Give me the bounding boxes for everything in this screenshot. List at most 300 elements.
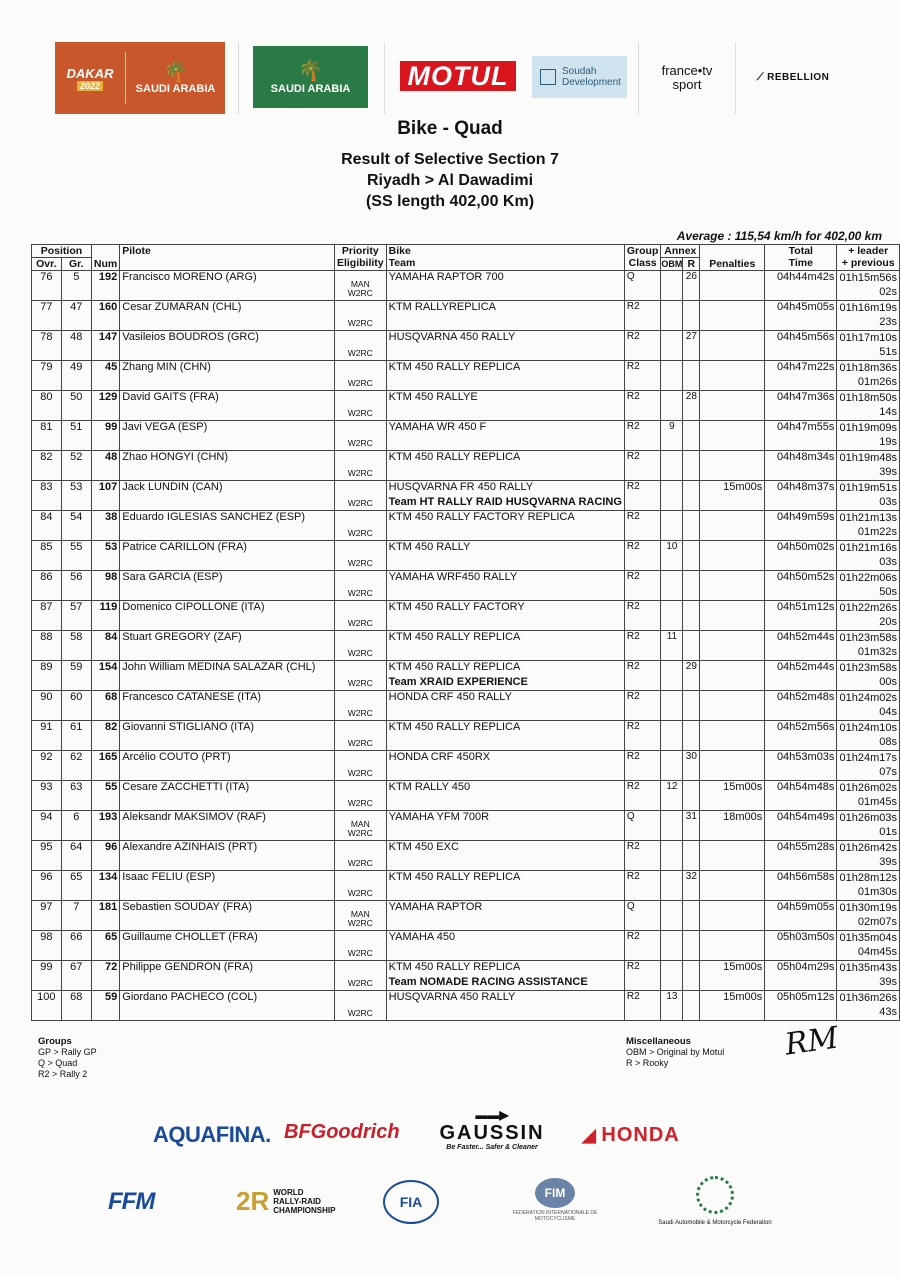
bike-name: KTM 450 RALLY REPLICA [388, 361, 521, 373]
ovr-cell: 85 [32, 541, 62, 571]
leader-previous-cell [837, 871, 900, 901]
penalties-cell [700, 391, 765, 421]
aquafina-logo: AQUAFINA. [153, 1122, 271, 1147]
samf-logo [650, 1176, 780, 1226]
bike-name: HONDA CRF 450 RALLY [388, 691, 512, 703]
eligibility-cell [334, 811, 386, 841]
bike-team-cell [386, 901, 624, 931]
gaussin-icon: ▬▬▶ [475, 1108, 509, 1122]
header-penalties: Penalties [700, 245, 765, 271]
num-cell: 55 [91, 781, 119, 811]
pilote-cell: Alexandre AZINHAIS (PRT) [120, 841, 335, 871]
ovr-cell: 90 [32, 691, 62, 721]
header-pilote: Pilote [120, 245, 335, 271]
previous-gap: 43s [879, 1006, 897, 1018]
leader-gap: 01h19m09s [839, 422, 897, 434]
gaussin-label: GAUSSIN [439, 1122, 545, 1144]
header-group-1: Group [626, 245, 659, 257]
class-cell: R2 [624, 931, 661, 961]
gr-cell: 66 [61, 931, 91, 961]
obm-cell [661, 961, 683, 991]
eligibility-2: W2RC [347, 288, 373, 298]
leader-gap: 01h26m42s [839, 842, 897, 854]
results-table [31, 244, 900, 1021]
ovr-cell: 92 [32, 751, 62, 781]
previous-gap: 39s [879, 856, 897, 868]
class-cell: R2 [624, 541, 661, 571]
rooky-cell [683, 781, 700, 811]
total-time-cell: 04h48m37s [765, 481, 837, 511]
bike-name: KTM 450 RALLY REPLICA [388, 721, 521, 733]
pilote-cell: Isaac FELIU (ESP) [120, 871, 335, 901]
penalties-cell [700, 571, 765, 601]
table-row [32, 631, 900, 661]
leader-previous-cell [837, 691, 900, 721]
previous-gap: 02m07s [857, 916, 897, 928]
previous-gap: 03s [879, 496, 897, 508]
eligibility-2: W2RC [347, 768, 373, 778]
ovr-cell: 94 [32, 811, 62, 841]
honda-label: HONDA [601, 1124, 680, 1146]
rebellion-icon: ⟋ [756, 71, 765, 83]
eligibility-cell [334, 751, 386, 781]
class-cell: R2 [624, 511, 661, 541]
num-cell: 181 [91, 901, 119, 931]
gr-cell: 57 [61, 601, 91, 631]
gr-cell: 63 [61, 781, 91, 811]
eligibility-cell [334, 931, 386, 961]
obm-cell [661, 871, 683, 901]
total-time-cell: 04h52m48s [765, 691, 837, 721]
ovr-cell: 81 [32, 421, 62, 451]
gr-cell: 53 [61, 481, 91, 511]
rooky-cell [683, 361, 700, 391]
bike-team-cell [386, 721, 624, 751]
penalties-cell: 15m00s [700, 991, 765, 1021]
penalties-cell [700, 841, 765, 871]
eligibility-cell [334, 511, 386, 541]
gr-cell: 64 [61, 841, 91, 871]
misc-item: R > Rooky [626, 1058, 669, 1068]
obm-cell [661, 931, 683, 961]
bike-team-cell [386, 511, 624, 541]
gr-cell: 49 [61, 361, 91, 391]
num-cell: 129 [91, 391, 119, 421]
bike-team-cell [386, 601, 624, 631]
rooky-cell [683, 841, 700, 871]
rooky-cell [683, 991, 700, 1021]
eligibility-cell [334, 901, 386, 931]
penalties-cell [700, 451, 765, 481]
eligibility-cell [334, 571, 386, 601]
gr-cell: 7 [61, 901, 91, 931]
table-row [32, 571, 900, 601]
leader-previous-cell [837, 451, 900, 481]
num-cell: 98 [91, 571, 119, 601]
previous-gap: 14s [879, 406, 897, 418]
class-cell: R2 [624, 601, 661, 631]
eligibility-2: W2RC [347, 498, 373, 508]
eligibility-2: W2RC [347, 348, 373, 358]
w2rc-mid: RALLY-RAID [273, 1197, 321, 1206]
ovr-cell: 97 [32, 901, 62, 931]
fim-emblem: FIM [535, 1178, 575, 1208]
signature: RM [782, 1020, 841, 1063]
honda-logo [582, 1124, 680, 1147]
rooky-cell [683, 631, 700, 661]
leader-previous-cell [837, 661, 900, 691]
dakar-year: 2022 [77, 81, 103, 91]
header-annex: Annex [661, 245, 700, 258]
gaussin-tagline: Be Faster... Safer & Cleaner [446, 1144, 538, 1151]
leader-gap: 01h26m02s [839, 782, 897, 794]
eligibility-2: W2RC [347, 588, 373, 598]
ovr-cell: 95 [32, 841, 62, 871]
header-obm: OBM [661, 259, 683, 269]
class-cell: R2 [624, 391, 661, 421]
total-time-cell: 04h47m22s [765, 361, 837, 391]
leader-previous-cell [837, 571, 900, 601]
fia-logo: FIA [383, 1180, 439, 1224]
table-row [32, 331, 900, 361]
bike-name: KTM 450 RALLY [388, 541, 471, 553]
leader-previous-cell [837, 271, 900, 301]
total-time-cell: 05h05m12s [765, 991, 837, 1021]
num-cell: 48 [91, 451, 119, 481]
rooky-cell: 29 [683, 661, 700, 691]
previous-gap: 50s [879, 586, 897, 598]
leader-previous-cell [837, 841, 900, 871]
eligibility-2: W2RC [347, 528, 373, 538]
bike-name: KTM RALLYREPLICA [388, 301, 497, 313]
eligibility-2: W2RC [347, 318, 373, 328]
pilote-cell: Eduardo IGLESIAS SANCHEZ (ESP) [120, 511, 335, 541]
header-total-2: Time [788, 257, 813, 269]
leader-gap: 01h22m26s [839, 602, 897, 614]
table-row [32, 691, 900, 721]
class-cell: R2 [624, 631, 661, 661]
rooky-cell [683, 691, 700, 721]
bike-team-cell [386, 691, 624, 721]
eligibility-cell [334, 391, 386, 421]
obm-cell [661, 901, 683, 931]
ovr-cell: 86 [32, 571, 62, 601]
pilote-cell: Giovanni STIGLIANO (ITA) [120, 721, 335, 751]
header-num: Num [91, 245, 119, 271]
obm-cell [661, 841, 683, 871]
gr-cell: 61 [61, 721, 91, 751]
num-cell: 154 [91, 661, 119, 691]
total-time-cell: 04h50m02s [765, 541, 837, 571]
bike-name: YAMAHA WR 450 F [388, 421, 487, 433]
total-time-cell: 04h52m44s [765, 631, 837, 661]
obm-cell [661, 511, 683, 541]
eligibility-cell [334, 601, 386, 631]
rooky-cell [683, 961, 700, 991]
previous-gap: 04s [879, 706, 897, 718]
team-name: Team HT RALLY RAID HUSQVARNA RACING [388, 496, 622, 508]
class-cell: Q [624, 271, 661, 301]
groups-item: GP > Rally GP [38, 1047, 97, 1057]
eligibility-2: W2RC [347, 828, 373, 838]
bike-team-cell [386, 481, 624, 511]
penalties-cell [700, 931, 765, 961]
gr-cell: 5 [61, 271, 91, 301]
leader-previous-cell [837, 721, 900, 751]
w2rc-mark: 2R [236, 1186, 270, 1216]
table-row [32, 901, 900, 931]
pilote-cell: Sara GARCIA (ESP) [120, 571, 335, 601]
class-cell: R2 [624, 751, 661, 781]
header-group-2: Class [628, 257, 657, 269]
bike-team-cell [386, 751, 624, 781]
total-time-cell: 04h54m48s [765, 781, 837, 811]
rooky-cell [683, 721, 700, 751]
pilote-cell: Guillaume CHOLLET (FRA) [120, 931, 335, 961]
penalties-cell [700, 751, 765, 781]
header-bike: Bike [388, 245, 411, 257]
header-position: Position [32, 245, 92, 258]
class-cell: R2 [624, 721, 661, 751]
pilote-cell: Zhao HONGYI (CHN) [120, 451, 335, 481]
eligibility-2: W2RC [347, 1008, 373, 1018]
leader-gap: 01h24m10s [839, 722, 897, 734]
previous-gap: 04m45s [857, 946, 897, 958]
dakar-country: SAUDI ARABIA [135, 83, 216, 95]
gr-cell: 54 [61, 511, 91, 541]
total-time-cell: 04h47m36s [765, 391, 837, 421]
header-divider [638, 42, 639, 114]
bike-team-cell [386, 571, 624, 601]
leader-previous-cell [837, 961, 900, 991]
eligibility-2: W2RC [347, 558, 373, 568]
table-row [32, 601, 900, 631]
eligibility-cell [334, 541, 386, 571]
bike-name: KTM 450 RALLY REPLICA [388, 451, 521, 463]
eligibility-2: W2RC [347, 948, 373, 958]
bike-name: YAMAHA YFM 700R [388, 811, 490, 823]
eligibility-2: W2RC [347, 738, 373, 748]
obm-cell [661, 691, 683, 721]
penalties-cell [700, 721, 765, 751]
header-total [765, 245, 837, 271]
gr-cell: 55 [61, 541, 91, 571]
num-cell: 72 [91, 961, 119, 991]
num-cell: 160 [91, 301, 119, 331]
rooky-cell: 31 [683, 811, 700, 841]
penalties-cell [700, 301, 765, 331]
eligibility-cell [334, 961, 386, 991]
penalties-cell [700, 661, 765, 691]
header-r: R [683, 258, 700, 271]
bike-name: HUSQVARNA 450 RALLY [388, 331, 516, 343]
bike-name: HONDA CRF 450RX [388, 751, 491, 763]
bike-team-cell [386, 541, 624, 571]
pilote-cell: Domenico CIPOLLONE (ITA) [120, 601, 335, 631]
bike-team-cell [386, 631, 624, 661]
saudi-arabia-label: SAUDI ARABIA [270, 83, 351, 95]
leader-gap: 01h23m58s [839, 632, 897, 644]
bike-name: YAMAHA RAPTOR 700 [388, 271, 504, 283]
bike-name: KTM 450 RALLY REPLICA [388, 631, 521, 643]
eligibility-2: W2RC [347, 798, 373, 808]
penalties-cell [700, 331, 765, 361]
total-time-cell: 04h59m05s [765, 901, 837, 931]
rooky-cell: 27 [683, 331, 700, 361]
penalties-cell [700, 871, 765, 901]
class-cell: R2 [624, 661, 661, 691]
header-group [624, 245, 661, 271]
eligibility-cell [334, 331, 386, 361]
bike-name: KTM RALLY 450 [388, 781, 471, 793]
bike-team-cell [386, 781, 624, 811]
ovr-cell: 99 [32, 961, 62, 991]
class-cell: Q [624, 811, 661, 841]
obm-cell: 12 [661, 781, 683, 811]
class-cell: R2 [624, 361, 661, 391]
leader-gap: 01h18m50s [839, 392, 897, 404]
pilote-cell: Javi VEGA (ESP) [120, 421, 335, 451]
header-leader [837, 245, 900, 271]
num-cell: 59 [91, 991, 119, 1021]
gr-cell: 58 [61, 631, 91, 661]
bfgoodrich-logo: BFGoodrich [284, 1121, 400, 1143]
gr-cell: 50 [61, 391, 91, 421]
groups-item: R2 > Rally 2 [38, 1069, 88, 1079]
gr-cell: 65 [61, 871, 91, 901]
penalties-cell [700, 691, 765, 721]
leader-gap: 01h23m58s [839, 662, 897, 674]
eligibility-2: W2RC [347, 438, 373, 448]
leader-gap: 01h24m02s [839, 692, 897, 704]
team-name: Team XRAID EXPERIENCE [388, 676, 528, 688]
eligibility-2: W2RC [347, 918, 373, 928]
penalties-cell [700, 511, 765, 541]
ovr-cell: 88 [32, 631, 62, 661]
total-time-cell: 04h52m56s [765, 721, 837, 751]
rooky-cell [683, 301, 700, 331]
gr-cell: 56 [61, 571, 91, 601]
results-body [32, 271, 900, 1021]
header-total-1: Total [788, 245, 813, 257]
leader-gap: 01h36m26s [839, 992, 897, 1004]
class-cell: R2 [624, 781, 661, 811]
dakar-logo [55, 42, 225, 114]
header-bike-team [386, 245, 624, 271]
num-cell: 53 [91, 541, 119, 571]
bike-name: YAMAHA WRF450 RALLY [388, 571, 518, 583]
obm-cell [661, 301, 683, 331]
leader-gap: 01h28m12s [839, 872, 897, 884]
obm-cell [661, 721, 683, 751]
total-time-cell: 04h49m59s [765, 511, 837, 541]
rooky-cell: 26 [683, 271, 700, 301]
w2rc-top: WORLD [273, 1188, 304, 1197]
penalties-cell: 15m00s [700, 781, 765, 811]
pilote-cell: Jack LUNDIN (CAN) [120, 481, 335, 511]
bike-team-cell [386, 931, 624, 961]
soudah-icon [540, 69, 556, 85]
total-time-cell: 04h52m44s [765, 661, 837, 691]
penalties-cell: 18m00s [700, 811, 765, 841]
pilote-cell: Zhang MIN (CHN) [120, 361, 335, 391]
header-ovr: Ovr. [32, 258, 62, 271]
num-cell: 147 [91, 331, 119, 361]
leader-gap: 01h22m06s [839, 572, 897, 584]
obm-cell: 11 [661, 631, 683, 661]
penalties-cell: 15m00s [700, 961, 765, 991]
saudi-arabia-logo [253, 46, 368, 108]
eligibility-2: W2RC [347, 648, 373, 658]
page-title: Bike - Quad [397, 118, 503, 139]
ovr-cell: 79 [32, 361, 62, 391]
num-cell: 38 [91, 511, 119, 541]
previous-gap: 51s [879, 346, 897, 358]
misc-legend [626, 1036, 724, 1069]
previous-gap: 23s [879, 316, 897, 328]
total-time-cell: 04h50m52s [765, 571, 837, 601]
bike-name: YAMAHA RAPTOR [388, 901, 483, 913]
section-subtitle [0, 149, 900, 212]
rooky-cell: 32 [683, 871, 700, 901]
ffm-logo: FFM [108, 1188, 155, 1215]
leader-gap: 01h21m13s [839, 512, 897, 524]
penalties-cell [700, 631, 765, 661]
leader-previous-cell [837, 481, 900, 511]
rooky-cell [683, 421, 700, 451]
rooky-cell [683, 451, 700, 481]
class-cell: R2 [624, 421, 661, 451]
leader-previous-cell [837, 391, 900, 421]
obm-cell: 10 [661, 541, 683, 571]
obm-cell [661, 331, 683, 361]
pilote-cell: Sebastien SOUDAY (FRA) [120, 901, 335, 931]
subtitle-section: Result of Selective Section 7 [341, 151, 559, 168]
bike-name: YAMAHA 450 [388, 931, 456, 943]
class-cell: R2 [624, 481, 661, 511]
ovr-cell: 87 [32, 601, 62, 631]
header-leader-2: + previous [841, 257, 895, 269]
pilote-cell: David GAITS (FRA) [120, 391, 335, 421]
previous-gap: 01m32s [857, 646, 897, 658]
rooky-cell [683, 541, 700, 571]
obm-cell [661, 811, 683, 841]
header-priority-2: Eligibility [336, 257, 384, 269]
gr-cell: 59 [61, 661, 91, 691]
dakar-mark [55, 42, 125, 114]
rooky-cell [683, 901, 700, 931]
ovr-cell: 84 [32, 511, 62, 541]
table-row [32, 271, 900, 301]
bike-name: KTM 450 RALLY FACTORY REPLICA [388, 511, 575, 523]
penalties-cell [700, 271, 765, 301]
eligibility-cell [334, 781, 386, 811]
leader-gap: 01h21m16s [839, 542, 897, 554]
team-name: Team NOMADE RACING ASSISTANCE [388, 976, 588, 988]
fim-logo [510, 1178, 600, 1222]
ovr-cell: 96 [32, 871, 62, 901]
gr-cell: 52 [61, 451, 91, 481]
total-time-cell: 04h56m58s [765, 871, 837, 901]
num-cell: 99 [91, 421, 119, 451]
rebellion-logo [748, 66, 838, 88]
penalties-cell [700, 901, 765, 931]
leader-gap: 01h18m36s [839, 362, 897, 374]
average-speed: Average : 115,54 km/h for 402,00 km [676, 229, 882, 243]
eligibility-2: W2RC [347, 378, 373, 388]
gr-cell: 6 [61, 811, 91, 841]
palm-icon: 🌴 [298, 60, 323, 82]
